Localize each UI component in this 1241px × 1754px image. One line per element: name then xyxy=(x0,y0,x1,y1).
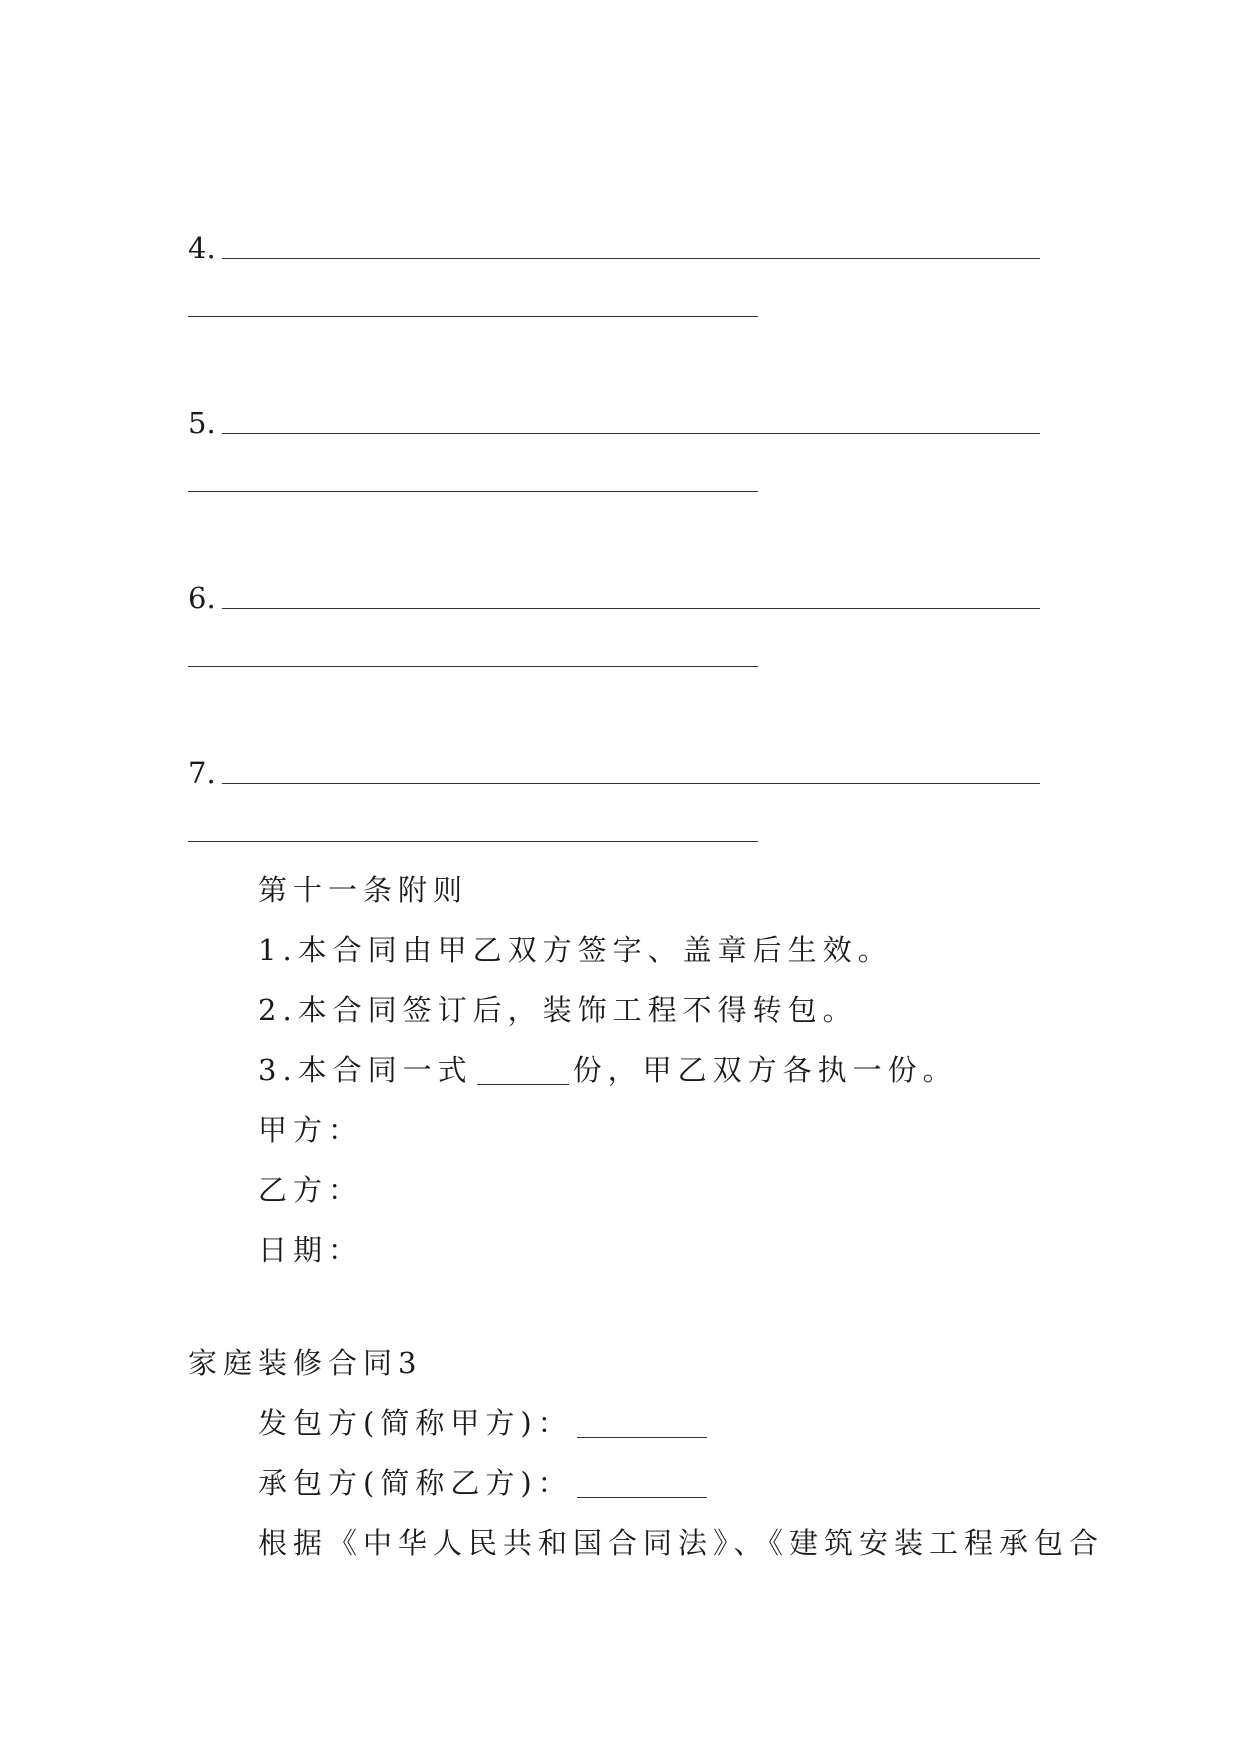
appendix-clause-1: 1.本合同由甲乙双方签字、盖章后生效。 xyxy=(258,933,893,967)
employer-blank xyxy=(577,1437,707,1438)
clause-3-prefix: 3.本合同一式 xyxy=(258,1053,473,1087)
fill-in-line xyxy=(188,841,758,842)
contract-3-title: 家庭装修合同3 xyxy=(188,1346,423,1380)
employer-label: 发包方(简称甲方)： xyxy=(258,1406,573,1440)
fill-in-line xyxy=(188,491,758,492)
fill-in-line xyxy=(222,433,1040,434)
fill-in-line xyxy=(222,608,1040,609)
appendix-clause-3 xyxy=(258,1050,958,1090)
party-a-label: 甲方： xyxy=(258,1113,364,1147)
contractor-line xyxy=(258,1463,711,1503)
appendix-clause-2: 2.本合同签订后，装饰工程不得转包。 xyxy=(258,993,858,1027)
fill-in-line xyxy=(222,783,1040,784)
contractor-blank xyxy=(577,1497,707,1498)
item-number: 4. xyxy=(188,231,216,265)
clause-3-suffix: 份，甲乙双方各执一份。 xyxy=(572,1053,958,1087)
item-number: 5. xyxy=(188,406,216,440)
employer-line xyxy=(258,1403,711,1443)
contractor-label: 承包方(简称乙方)： xyxy=(258,1466,573,1500)
item-number: 6. xyxy=(188,581,216,615)
fill-in-line xyxy=(222,258,1040,259)
appendix-heading: 第十一条附则 xyxy=(258,873,469,907)
date-label: 日期： xyxy=(258,1233,364,1267)
copies-blank xyxy=(477,1084,569,1085)
fill-in-line xyxy=(188,666,758,667)
contract-basis-text: 根据《中华人民共和国合同法》、《建筑安装工程承包合 xyxy=(258,1526,1105,1560)
fill-in-line xyxy=(188,316,758,317)
item-number: 7. xyxy=(188,756,216,790)
party-b-label: 乙方： xyxy=(258,1173,364,1207)
